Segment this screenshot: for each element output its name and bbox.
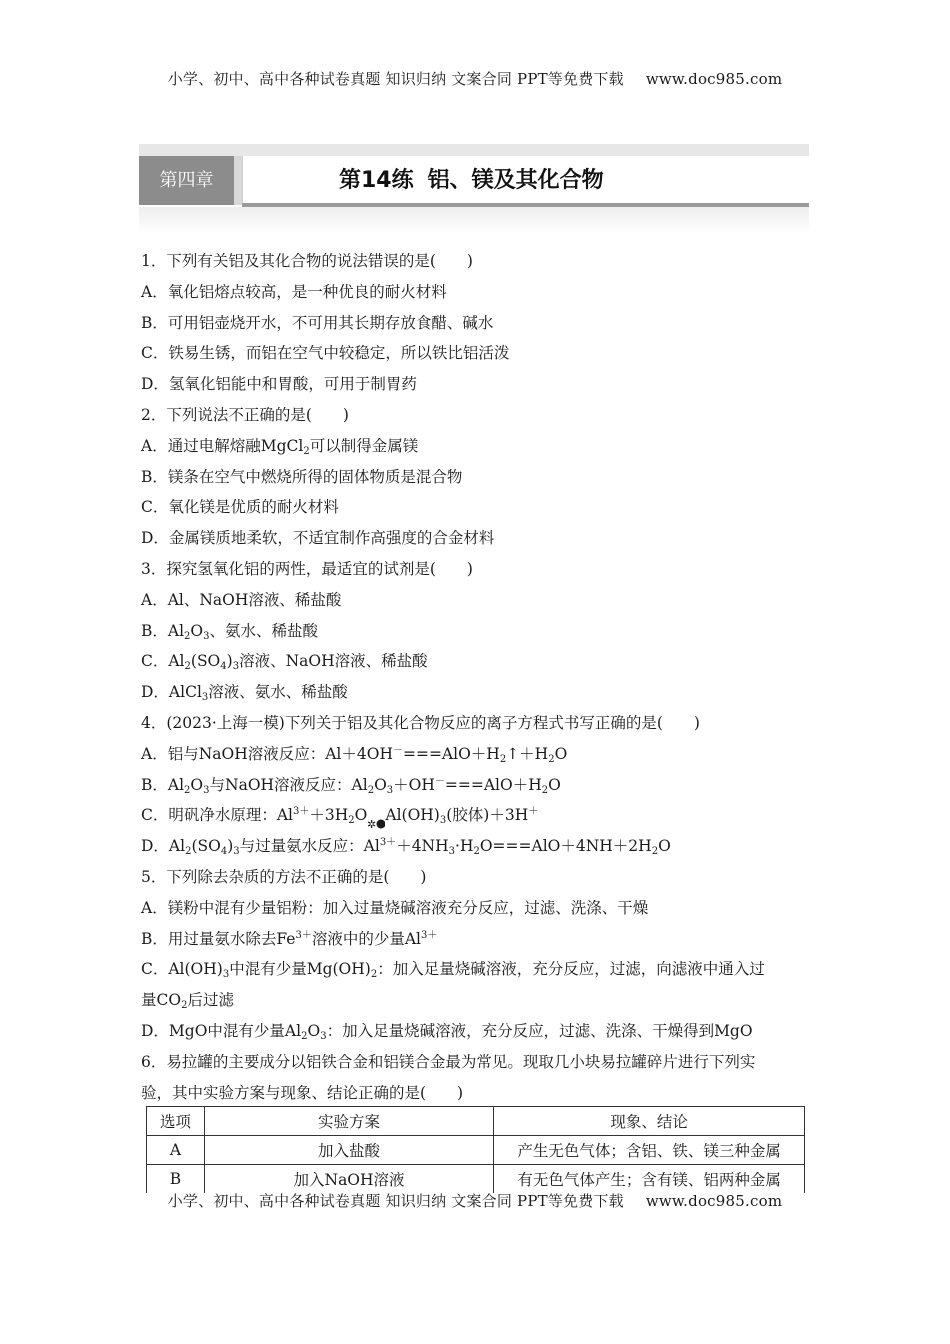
q4-option-b: B．$Al_2O_3$与NaOH溶液反应：$Al_2O_3+OH^-===AlO+H_2O$ (141, 775, 561, 796)
chapter-label-shadow (234, 156, 242, 205)
q4-option-a: A．铝与NaOH溶液反应：$Al+4OH^-===AlO+H_2↑+H_2O$ (141, 744, 568, 765)
table-header: 选项 (147, 1107, 205, 1136)
q3-option-d: D．AlCl$_3$溶液、氨水、稀盐酸 (141, 683, 348, 704)
q1-option-b: B．可用铝壶烧开水，不可用其长期存放食醋、碱水 (141, 313, 494, 332)
q4-option-c: C．明矾净水原理：$Al^{3+}+3H_2O$ ✲ $Al(OH)_3$(胶体)＋3H＋ (141, 806, 539, 831)
q1-option-d: D．氢氧化铝能中和胃酸，可用于制胃药 (141, 375, 417, 394)
table-header: 现象、结论 (494, 1107, 805, 1136)
table-row (147, 1165, 805, 1194)
header-url[interactable]: www.doc985.com (645, 70, 783, 88)
table-cell: 加入盐酸 (204, 1136, 493, 1165)
q1-option-c: C．铁易生锈，而铝在空气中较稳定，所以铁比铝活泼 (141, 344, 510, 363)
footer-url[interactable]: www.doc985.com (645, 1192, 783, 1210)
q5-stem: 5．下列除去杂质的方法不正确的是( ) (141, 867, 427, 886)
banner-top-bar (139, 144, 809, 156)
q3-stem: 3．探究氢氧化铝的两性，最适宜的试剂是( ) (141, 559, 473, 578)
chapter-label: 第四章 (139, 156, 234, 205)
q5-option-c: C．$Al(OH)_3$中混有少量$Mg(OH)_2$：加入足量烧碱溶液，充分反应，过滤，向滤液中通入过 (141, 960, 765, 981)
q4-stem: 4．(2023·上海一模)下列关于铝及其化合物反应的离子方程式书写正确的是( ) (141, 713, 700, 732)
q1-option-a: A．氧化铝熔点较高，是一种优良的耐火材料 (141, 282, 447, 301)
table-header-row (147, 1107, 805, 1136)
q1-stem: 1．下列有关铝及其化合物的说法错误的是( ) (141, 252, 473, 270)
q5-option-a: A．镁粉中混有少量铝粉：加入过量烧碱溶液充分反应，过滤、洗涤、干燥 (141, 898, 649, 917)
svg-text:✲: ✲ (367, 818, 377, 831)
banner-fade (139, 207, 809, 234)
footer-text: 小学、初中、高中各种试卷真题 知识归纳 文案合同 PPT等免费下载 (167, 1192, 624, 1210)
experiment-table (146, 1106, 805, 1193)
q2-option-d: D．金属镁质地柔软，不适宜制作高强度的合金材料 (141, 529, 495, 548)
q4-option-d: D．$Al_2(SO_4)_3$与过量氨水反应：$Al^{3+}+4NH_3\cdot H_2O===AlO+4NH+2H_2O$ (141, 837, 671, 858)
page-footer (0, 1190, 950, 1211)
q5-option-d: D．MgO中混有少量$Al_2O_3$：加入足量烧碱溶液，充分反应，过滤、洗涤、干燥得到MgO (141, 1021, 753, 1042)
q2-option-b: B．镁条在空气中燃烧所得的固体物质是混合物 (141, 467, 463, 486)
header-text: 小学、初中、高中各种试卷真题 知识归纳 文案合同 PPT等免费下载 (167, 70, 624, 88)
table-cell: 有无色气体产生；含有镁、铝两种金属 (494, 1165, 805, 1194)
title-text: 铝、镁及其化合物 (427, 168, 604, 193)
q2-stem: 2．下列说法不正确的是( ) (141, 405, 349, 424)
table-cell: 加入NaOH溶液 (204, 1165, 493, 1194)
table-cell: 产生无色气体；含铝、铁、镁三种金属 (494, 1136, 805, 1165)
q2-option-a: A．通过电解熔融MgCl$_2$可以制得金属镁 (141, 436, 419, 457)
q5-option-b: B．用过量氨水除去$Fe^{3+}$溶液中的少量$Al^{3+}$ (141, 929, 438, 948)
q3-option-b: B．$Al_2O_3$、氨水、稀盐酸 (141, 621, 319, 642)
page-title (339, 156, 604, 205)
table-header: 实验方案 (204, 1107, 493, 1136)
q3-option-a: A．Al、NaOH溶液、稀盐酸 (141, 590, 342, 609)
q2-option-c: C．氧化镁是优质的耐火材料 (141, 498, 339, 517)
chapter-banner (139, 144, 809, 234)
q5-option-c-cont: 量$CO_2$后过滤 (141, 991, 234, 1012)
q3-option-c: C．$Al_2(SO_4)_3$溶液、NaOH溶液、稀盐酸 (141, 652, 428, 673)
questions (141, 246, 809, 1108)
title-number: 第14练 (339, 168, 414, 193)
q6-stem-line1: 6．易拉罐的主要成分以铝铁合金和铝镁合金最为常见。现取几小块易拉罐碎片进行下列实 (141, 1052, 756, 1071)
table-cell: A (147, 1136, 205, 1165)
table-row (147, 1136, 805, 1165)
q6-stem-line2: 验，其中实验方案与现象、结论正确的是( ) (141, 1083, 464, 1102)
page-header (0, 68, 950, 89)
table-cell: B (147, 1165, 205, 1194)
reversible-arrow-icon (367, 810, 385, 831)
